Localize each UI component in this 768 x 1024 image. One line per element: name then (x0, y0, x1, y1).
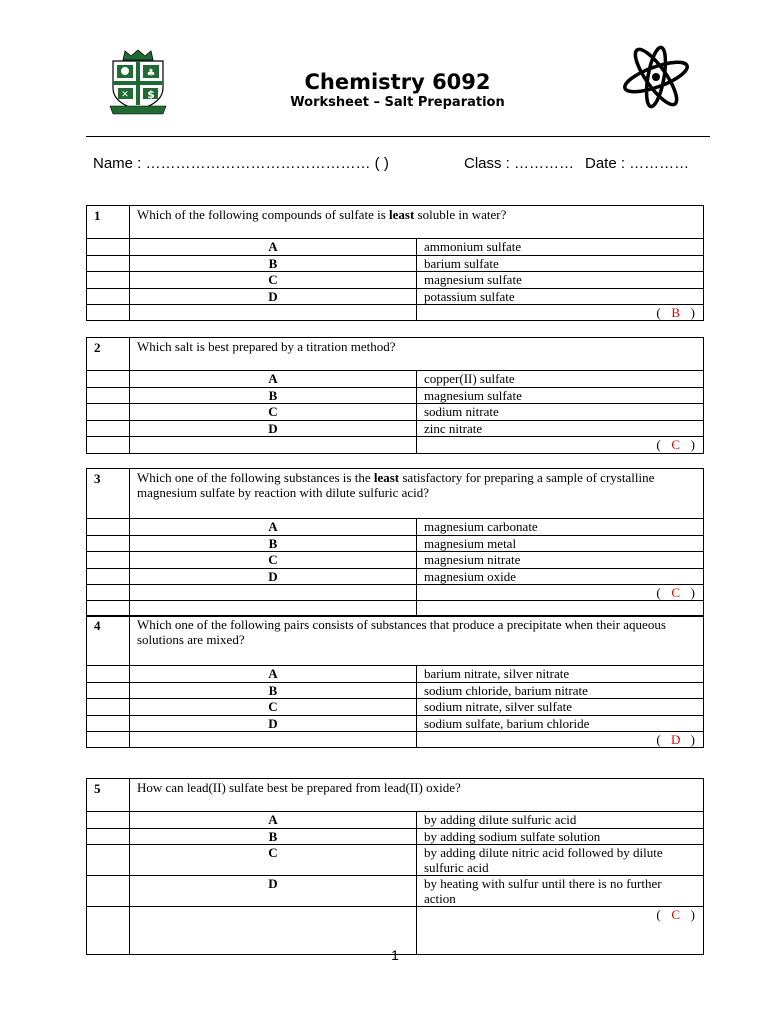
answer-letter: C (671, 585, 680, 600)
answer-blank-cell (87, 437, 130, 454)
answer-close-bracket: ) (690, 437, 695, 452)
svg-text:✕: ✕ (121, 90, 129, 100)
svg-text:♣: ♣ (146, 68, 156, 79)
option-row[interactable] (87, 255, 704, 272)
option-text: potassium sulfate (417, 288, 704, 305)
option-letter: A (130, 239, 417, 256)
option-letter: B (130, 535, 417, 552)
question-number: 1 (87, 206, 130, 239)
option-row[interactable] (87, 535, 704, 552)
option-blank-cell (87, 552, 130, 569)
svg-text:$: $ (147, 88, 155, 101)
option-letter: A (130, 666, 417, 683)
answer-open-bracket: ( (656, 907, 661, 922)
option-row[interactable] (87, 552, 704, 569)
option-letter: B (130, 682, 417, 699)
option-letter: D (130, 568, 417, 585)
question-2-table (86, 337, 704, 454)
option-text: barium sulfate (417, 255, 704, 272)
option-row[interactable] (87, 239, 704, 256)
worksheet-subtitle: Worksheet – Salt Preparation (290, 95, 505, 110)
option-text: sodium nitrate, silver sulfate (417, 699, 704, 716)
option-blank-cell (87, 288, 130, 305)
option-blank-cell (87, 568, 130, 585)
option-text: barium nitrate, silver nitrate (417, 666, 704, 683)
option-letter: B (130, 387, 417, 404)
answer-blank-cell (87, 732, 130, 748)
answer-close-bracket: ) (690, 585, 695, 600)
option-text: by adding dilute sulfuric acid (417, 812, 704, 829)
answer-cell (417, 437, 704, 454)
option-letter: C (130, 699, 417, 716)
option-blank-cell (87, 371, 130, 388)
option-text: magnesium sulfate (417, 387, 704, 404)
option-text: sodium nitrate (417, 404, 704, 421)
class-field[interactable]: Class : ………… (464, 155, 575, 172)
option-blank-cell (87, 272, 130, 289)
question-1-table (86, 205, 704, 321)
option-letter: D (130, 420, 417, 437)
question-4-table (86, 615, 704, 748)
answer-blank-cell (130, 585, 417, 601)
answer-open-bracket: ( (656, 732, 661, 747)
answer-letter: D (670, 732, 681, 747)
option-blank-cell (87, 255, 130, 272)
answer-cell (417, 305, 704, 321)
option-blank-cell (87, 715, 130, 732)
answer-blank-cell (130, 437, 417, 454)
option-row[interactable] (87, 682, 704, 699)
option-blank-cell (87, 404, 130, 421)
answer-letter: B (671, 305, 680, 320)
option-text: ammonium sulfate (417, 239, 704, 256)
option-row[interactable] (87, 371, 704, 388)
option-row[interactable] (87, 845, 704, 876)
date-field[interactable]: Date : ………… (585, 155, 690, 172)
option-row[interactable] (87, 568, 704, 585)
answer-cell (417, 732, 704, 748)
option-row[interactable] (87, 715, 704, 732)
question-number: 5 (87, 779, 130, 812)
option-text: magnesium carbonate (417, 519, 704, 536)
option-row[interactable] (87, 272, 704, 289)
option-letter: B (130, 255, 417, 272)
answer-close-bracket: ) (690, 732, 695, 747)
option-row[interactable] (87, 288, 704, 305)
option-row[interactable] (87, 666, 704, 683)
answer-blank-cell (130, 732, 417, 748)
answer-blank-cell (87, 585, 130, 601)
option-text: magnesium nitrate (417, 552, 704, 569)
option-blank-cell (87, 535, 130, 552)
question-stem: Which one of the following pairs consists of substances that produce a precipitate when their aqueous solutions are mixed? (130, 616, 704, 666)
answer-close-bracket: ) (690, 305, 695, 320)
option-text: magnesium oxide (417, 568, 704, 585)
option-blank-cell (87, 666, 130, 683)
option-letter: D (130, 288, 417, 305)
option-letter: C (130, 272, 417, 289)
option-letter: C (130, 404, 417, 421)
option-row[interactable] (87, 828, 704, 845)
question-number: 3 (87, 469, 130, 519)
option-row[interactable] (87, 812, 704, 829)
option-text: sodium sulfate, barium chloride (417, 715, 704, 732)
option-letter: A (130, 371, 417, 388)
option-text: zinc nitrate (417, 420, 704, 437)
option-letter: C (130, 552, 417, 569)
option-text: magnesium metal (417, 535, 704, 552)
answer-open-bracket: ( (656, 437, 661, 452)
option-text: copper(II) sulfate (417, 371, 704, 388)
page-title: Chemistry 6092 (304, 70, 491, 94)
answer-letter: C (671, 907, 680, 922)
option-blank-cell (87, 812, 130, 829)
option-blank-cell (87, 387, 130, 404)
question-stem: Which salt is best prepared by a titration method? (130, 338, 704, 371)
question-stem: How can lead(II) sulfate best be prepared from lead(II) oxide? (130, 779, 704, 812)
option-blank-cell (87, 239, 130, 256)
page-number: 1 (391, 947, 399, 963)
option-row[interactable] (87, 404, 704, 421)
option-row[interactable] (87, 876, 704, 907)
option-blank-cell (87, 519, 130, 536)
option-blank-cell (87, 699, 130, 716)
option-letter: D (130, 876, 417, 907)
answer-close-bracket: ) (690, 907, 695, 922)
option-letter: A (130, 519, 417, 536)
answer-blank-cell (130, 305, 417, 321)
option-text: by adding sodium sulfate solution (417, 828, 704, 845)
question-number: 4 (87, 616, 130, 666)
question-number: 2 (87, 338, 130, 371)
option-blank-cell (87, 828, 130, 845)
name-field[interactable]: Name : ……………………………………… ( ) (93, 155, 389, 172)
option-row[interactable] (87, 387, 704, 404)
option-letter: B (130, 828, 417, 845)
option-text: magnesium sulfate (417, 272, 704, 289)
question-5-table (86, 778, 704, 955)
option-blank-cell (87, 420, 130, 437)
option-letter: C (130, 845, 417, 876)
option-blank-cell (87, 682, 130, 699)
header-divider (86, 136, 710, 137)
question-3-table (86, 468, 704, 617)
option-text: by adding dilute nitric acid followed by dilute sulfuric acid (417, 845, 704, 876)
question-stem: Which of the following compounds of sulfate is least soluble in water? (130, 206, 704, 239)
answer-cell (417, 585, 704, 601)
option-blank-cell (87, 876, 130, 907)
option-blank-cell (87, 845, 130, 876)
option-row[interactable] (87, 699, 704, 716)
option-row[interactable] (87, 420, 704, 437)
answer-blank-cell (87, 305, 130, 321)
option-letter: D (130, 715, 417, 732)
option-text: sodium chloride, barium nitrate (417, 682, 704, 699)
answer-open-bracket: ( (656, 585, 661, 600)
answer-letter: C (671, 437, 680, 452)
question-stem: Which one of the following substances is the least satisfactory for preparing a sample of crystalline magnesium sulfate by reaction with dilute sulfuric acid? (130, 469, 704, 519)
option-row[interactable] (87, 519, 704, 536)
answer-open-bracket: ( (656, 305, 661, 320)
option-letter: A (130, 812, 417, 829)
option-text: by heating with sulfur until there is no further action (417, 876, 704, 907)
